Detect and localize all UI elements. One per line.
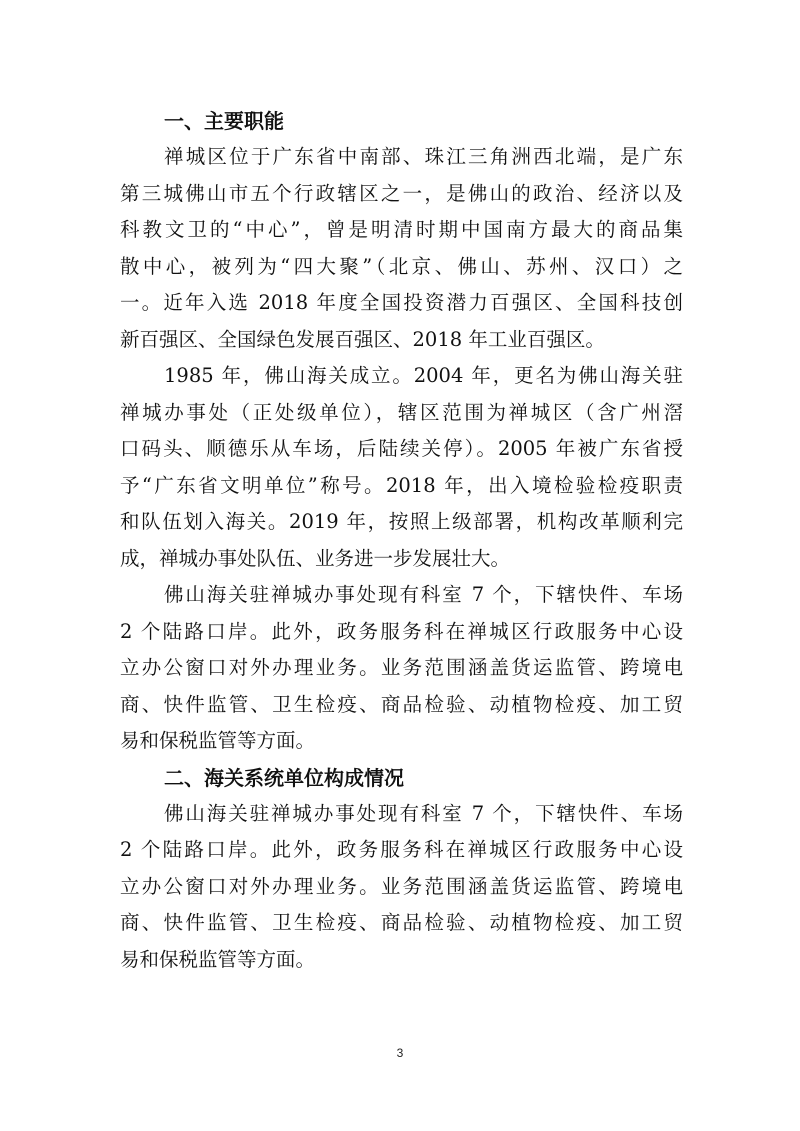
page-content (120, 103, 683, 978)
text-line: 2 个陆路口岸。此外，政务服务科在禅城区行政服务中心设 (120, 838, 683, 861)
text-line: 立办公窗口对外办理业务。业务范围涵盖货运监管、跨境电 (120, 874, 683, 898)
paragraph-unit-composition (120, 796, 683, 979)
text-line: 佛山海关驻禅城办事处现有科室 7 个，下辖快件、车场 (164, 801, 683, 825)
text-line: 一。近年入选 2018 年度全国投资潜力百强区、全国科技创 (120, 291, 683, 314)
paragraph-office-scope (120, 577, 683, 760)
text-line: 立办公窗口对外办理业务。业务范围涵盖货运监管、跨境电 (120, 656, 683, 679)
text-line: 成，禅城办事处队伍、业务进一步发展壮大。 (120, 546, 511, 570)
text-line: 禅城区位于广东省中南部、珠江三角洲西北端，是广东 (164, 145, 683, 168)
text-line: 佛山海关驻禅城办事处现有科室 7 个，下辖快件、车场 (164, 583, 683, 606)
paragraph-customs-history (120, 358, 683, 577)
text-line: 商、快件监管、卫生检疫、商品检验、动植物检疫、加工贸 (120, 692, 683, 716)
text-line: 予“广东省文明单位”称号。2018 年，出入境检验检疫职责 (120, 473, 683, 497)
page-number: 3 (396, 1046, 404, 1060)
paragraph-district-overview (120, 139, 683, 358)
text-line: 禅城办事处（正处级单位），辖区范围为禅城区（含广州滘 (120, 400, 683, 424)
text-line: 1985 年，佛山海关成立。2004 年，更名为佛山海关驻 (164, 364, 683, 387)
text-line: 散中心，被列为“四大聚”（北京、佛山、苏州、汉口）之 (120, 254, 683, 278)
text-line: 易和保税监管等方面。 (120, 947, 316, 971)
text-line: 新百强区、全国绿色发展百强区、2018 年工业百强区。 (120, 327, 605, 351)
text-line: 科教文卫的“中心”，曾是明清时期中国南方最大的商品集 (120, 218, 683, 241)
text-line: 和队伍划入海关。2019 年，按照上级部署，机构改革顺利完 (120, 510, 683, 533)
text-line: 商、快件监管、卫生检疫、商品检验、动植物检疫、加工贸 (120, 911, 683, 934)
section-heading-main-functions: 一、主要职能 (164, 109, 284, 133)
text-line: 易和保税监管等方面。 (120, 729, 316, 752)
text-line: 口码头、顺德乐从车场，后陆续关停）。2005 年被广东省授 (120, 437, 683, 460)
text-line: 2 个陆路口岸。此外，政务服务科在禅城区行政服务中心设 (120, 619, 683, 643)
section-heading-unit-composition: 二、海关系统单位构成情况 (164, 765, 404, 790)
text-line: 第三城佛山市五个行政辖区之一，是佛山的政治、经济以及 (120, 181, 683, 205)
